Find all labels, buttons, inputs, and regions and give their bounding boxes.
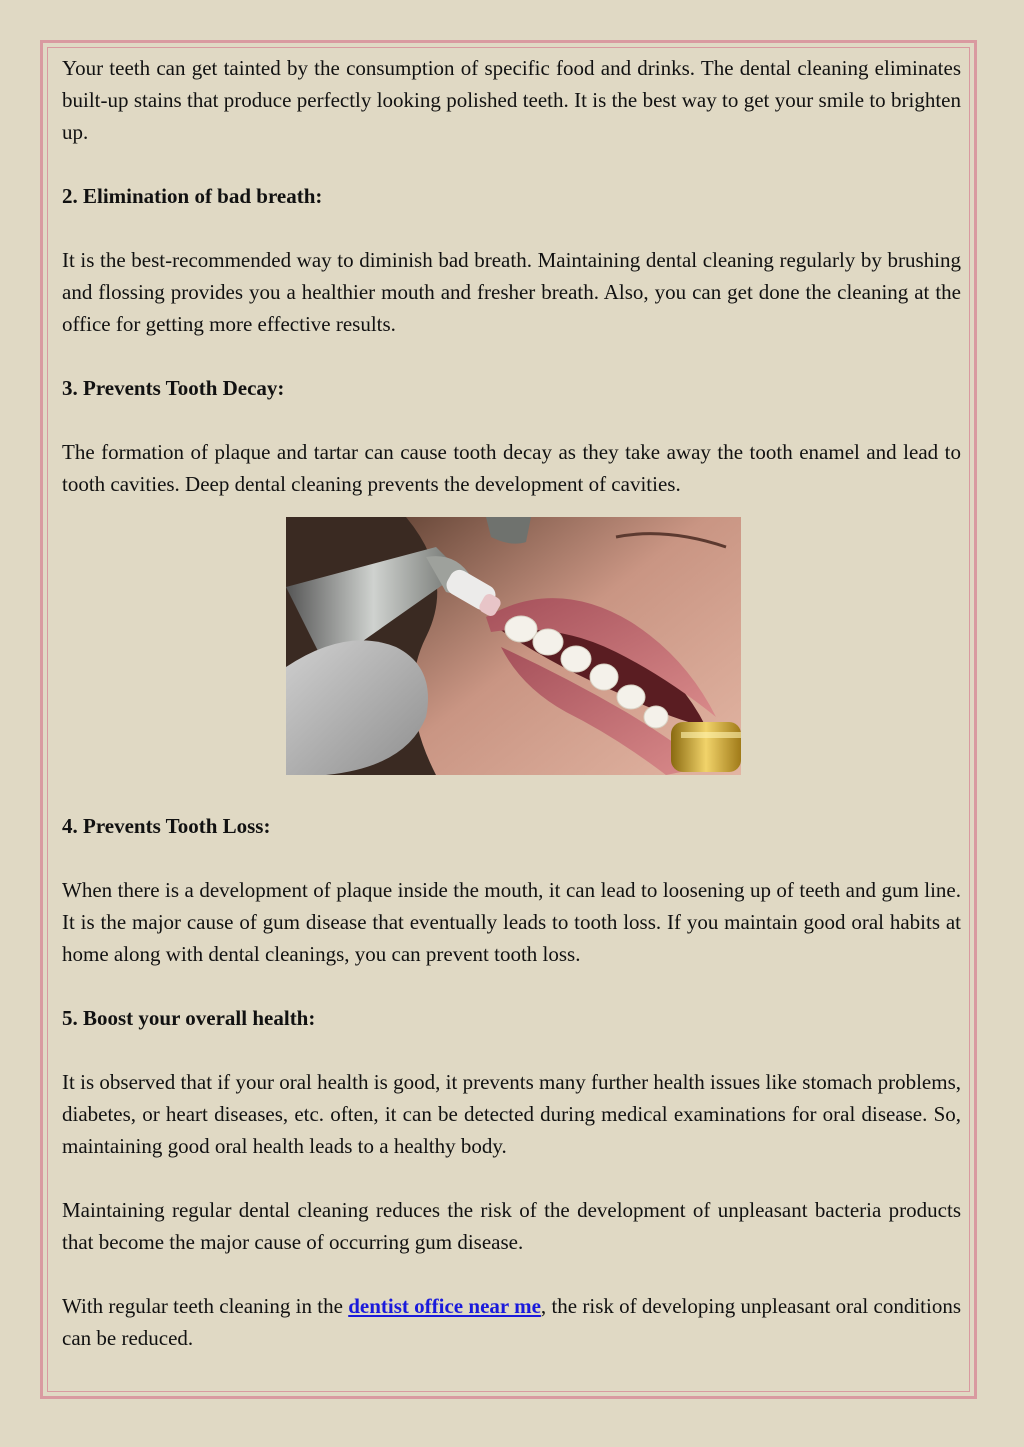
dental-cleaning-illustration	[286, 517, 741, 775]
dental-cleaning-photo	[286, 517, 741, 775]
closing-text-before-link: With regular teeth cleaning in the	[62, 1294, 349, 1318]
document-body	[62, 52, 961, 1386]
dentist-office-link[interactable]: dentist office near me	[348, 1294, 541, 1318]
section-body-overall-health: It is observed that if your oral health is good, it prevents many further health issues like stomach problems, diabetes, or heart diseases, etc. often, it can be detected during medical examinations for oral disease. So, maintaining good oral health leads to a healthy body.	[62, 1070, 961, 1158]
section-heading-tooth-loss: 4. Prevents Tooth Loss:	[62, 814, 271, 838]
closing-text-after-link: , the risk of developing unpleasant oral conditions can be reduced.	[62, 1294, 962, 1350]
section-body-tooth-decay: The formation of plaque and tartar can cause tooth decay as they take away the tooth enamel and lead to tooth cavities. Deep dental cleaning prevents the development of cavities.	[62, 440, 961, 496]
section-heading-tooth-decay: 3. Prevents Tooth Decay:	[62, 376, 285, 400]
intro-paragraph: Your teeth can get tainted by the consumption of specific food and drinks. The dental cleaning eliminates built-up stains that produce perfectly looking polished teeth. It is the best way to get your smile to brighten up.	[62, 56, 961, 144]
section-heading-bad-breath: 2. Elimination of bad breath:	[62, 184, 323, 208]
closing-paragraph-1: Maintaining regular dental cleaning reduces the risk of the development of unpleasant bacteria products that become the major cause of occurring gum disease.	[62, 1198, 961, 1254]
closing-paragraph-2	[62, 1290, 961, 1354]
section-body-bad-breath: It is the best-recommended way to diminish bad breath. Maintaining dental cleaning regularly by brushing and flossing provides you a healthier mouth and fresher breath. Also, you can get done the cleaning at the office for getting more effective results.	[62, 248, 961, 336]
section-heading-overall-health: 5. Boost your overall health:	[62, 1006, 316, 1030]
figure-container	[62, 517, 961, 775]
section-body-tooth-loss: When there is a development of plaque inside the mouth, it can lead to loosening up of teeth and gum line. It is the major cause of gum disease that eventually leads to tooth loss. If you maintain good oral habits at home along with dental cleanings, you can prevent tooth loss.	[62, 878, 961, 966]
